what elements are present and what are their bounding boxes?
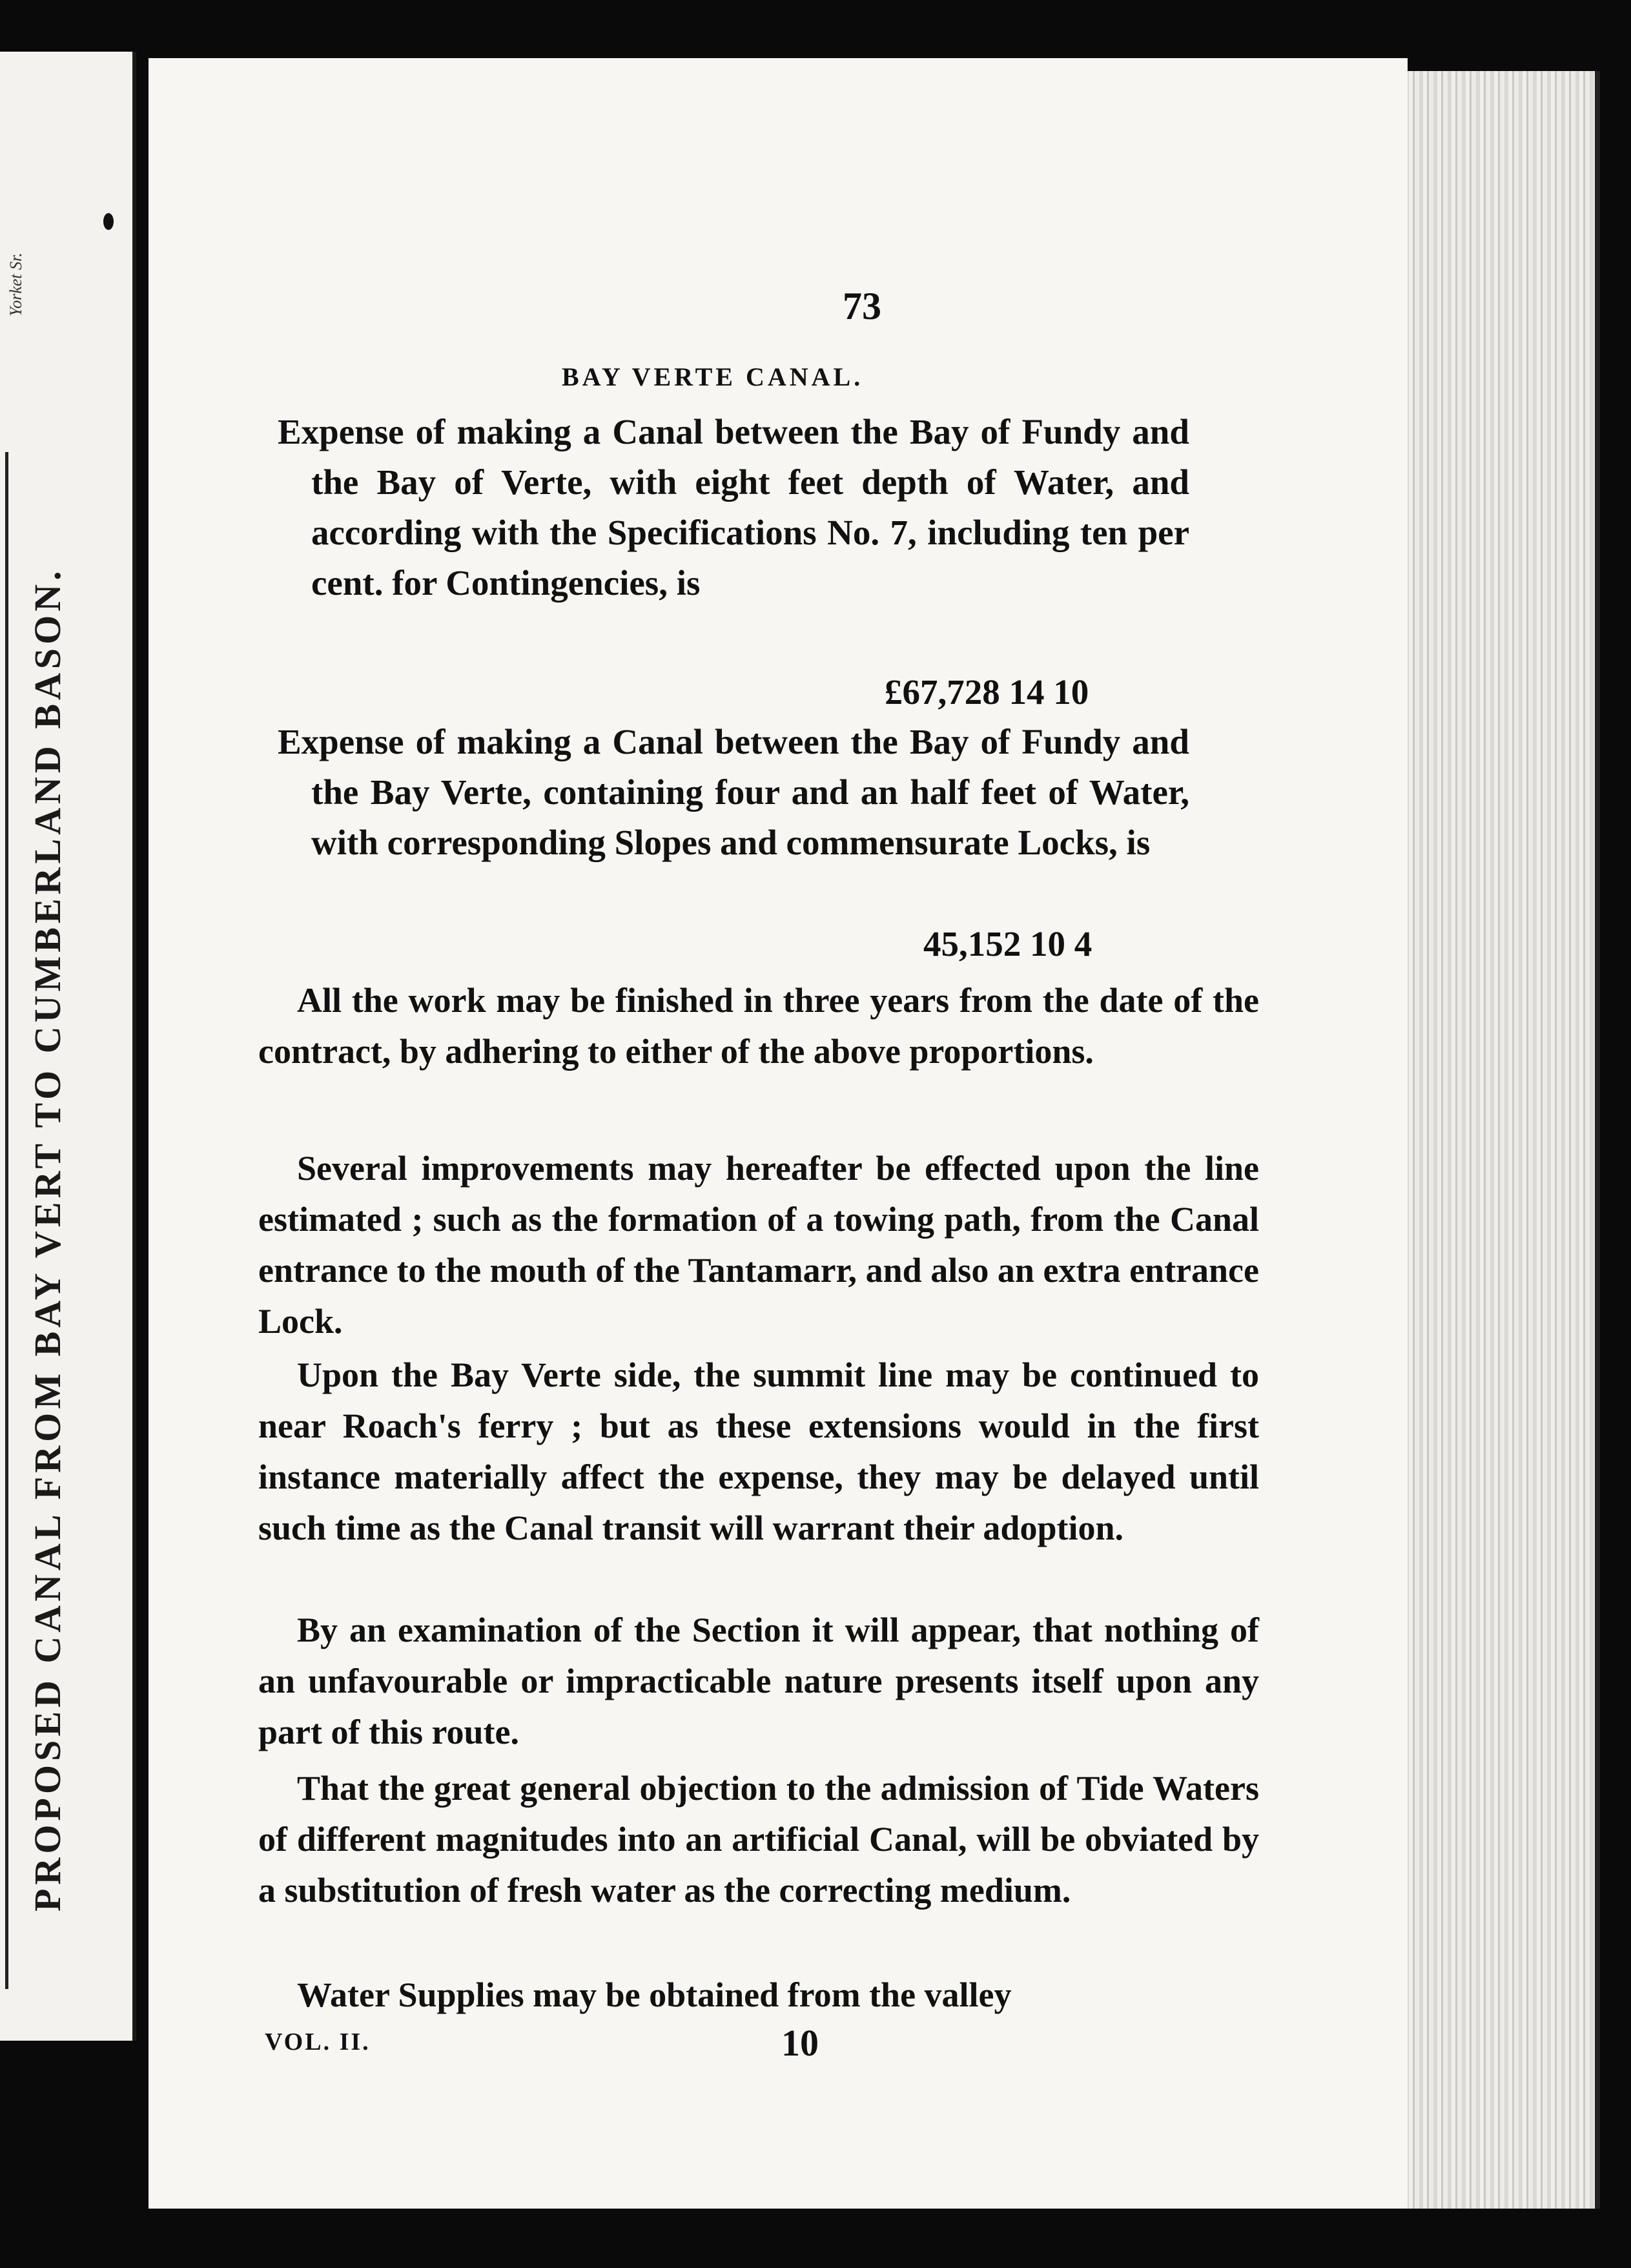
expense-entry-2: Expense of making a Canal between the Bay of Fundy and the Bay Verte, containing four and an half feet of Water, with corresponding Slopes and commensurate Locks, is [278,722,1189,862]
section-heading: BAY VERTE CANAL. [562,362,864,391]
book-page [149,58,1408,2209]
map-small-label: Yorket Sr. [6,253,25,316]
footer-volume: VOL. II. [265,2028,371,2056]
paragraph-6: Water Supplies may be obtained from the valley [297,1975,1012,2014]
paragraph-4: By an examination of the Section it will appear, that nothing of an unfavourable or impracticable nature presents itself upon any part of this route. [258,1611,1259,1751]
paragraph-5: That the great general objection to the admission of Tide Waters of different magnitudes into an artificial Canal, will be obviated by a substitution of fresh water as the correcting medium. [258,1769,1259,1910]
expense-amount-2: 45,152 10 4 [923,924,1092,964]
ink-speck [103,213,114,230]
expense-entry-1: Expense of making a Canal between the Bay of Fundy and the Bay of Verte, with eight feet depth of Water, and according with the Specifications No. 7, including ten per cent. for Contingencies, is [278,412,1189,603]
paragraph-2: Several improvements may hereafter be effected upon the line estimated ; such as the formation of a towing path, from the Canal entrance to the mouth of the Tantamarr, and also an extra entrance Lock. [258,1149,1259,1341]
facing-page-map [0,52,136,2041]
footer-signature: 10 [781,2022,819,2064]
map-title: PROPOSED CANAL FROM BAY VERT TO CUMBERLAND BASON. [26,567,68,1912]
paragraph-1: All the work may be finished in three years from the date of the contract, by adhering to either of the above proportions. [258,981,1259,1071]
page-number: 73 [843,285,881,327]
paragraph-3: Upon the Bay Verte side, the summit line may be continued to near Roach's ferry ; but as these extensions would in the first instance materially affect the expense, they may be delayed until such time as the Canal transit will warrant their adoption. [258,1356,1259,1547]
expense-amount-1: £67,728 14 10 [885,672,1089,712]
